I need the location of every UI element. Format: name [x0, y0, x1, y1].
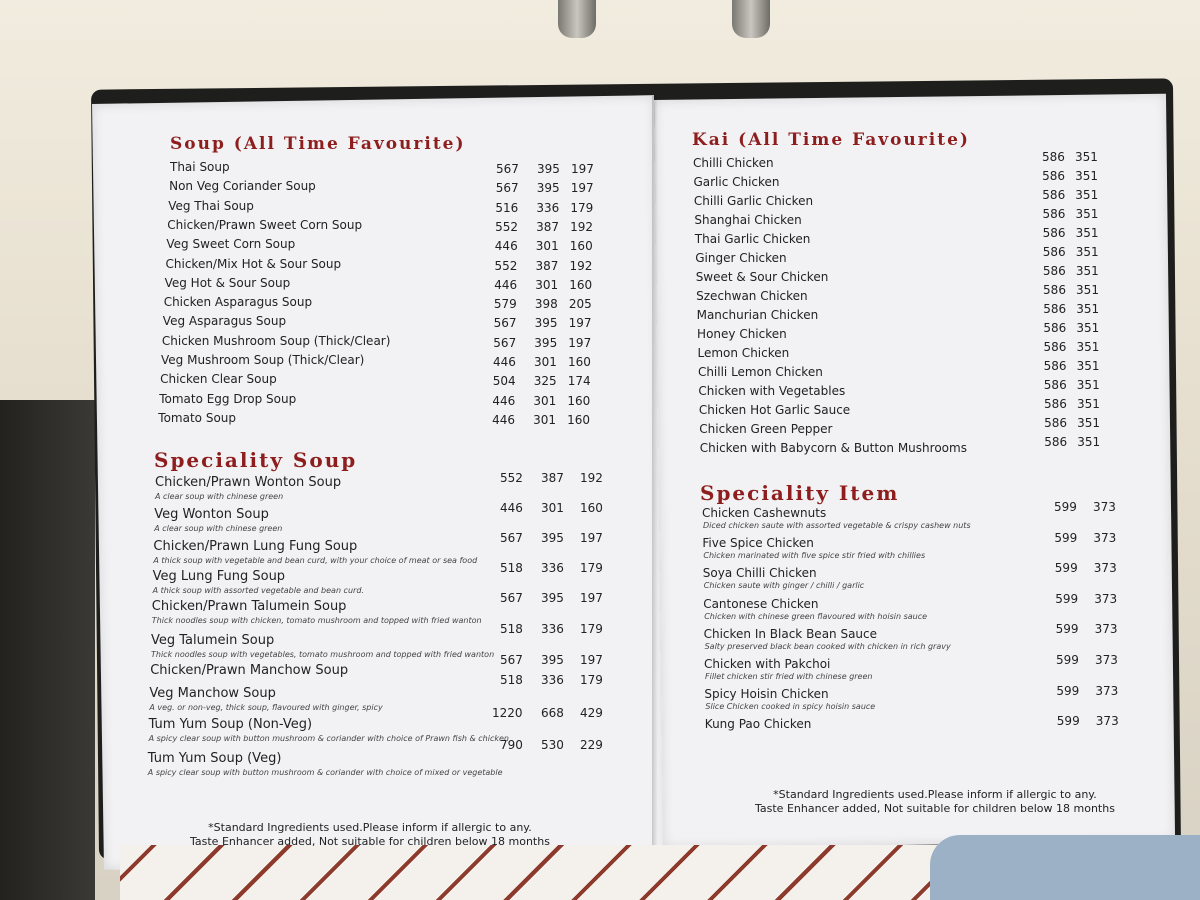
- menu-item-price: 516: [495, 200, 519, 215]
- menu-item-price: 567: [495, 181, 519, 196]
- menu-item-name: Chicken with Pakchoi: [704, 657, 831, 671]
- menu-item-description: A spicy clear soup with button mushroom & coriander with choice of mixed or vegetable: [147, 768, 503, 777]
- menu-item-price: 586: [1044, 416, 1067, 430]
- menu-item-name: Lemon Chicken: [697, 346, 790, 360]
- menu-item-price: 301: [533, 412, 556, 427]
- menu-item-name: Veg Asparagus Soup: [162, 314, 287, 329]
- menu-item-price: 518: [500, 673, 523, 687]
- menu-item-price: 599: [1055, 591, 1079, 606]
- menu-item-price: 599: [1055, 622, 1079, 637]
- menu-item-price: 586: [1042, 188, 1066, 202]
- menu-item-price: 395: [541, 653, 564, 667]
- menu-item-price: 599: [1054, 530, 1078, 545]
- menu-item-price: 395: [534, 335, 558, 350]
- menu-item-name: Chilli Lemon Chicken: [697, 365, 823, 379]
- menu-item-price: 351: [1075, 150, 1098, 164]
- menu-item-price: 579: [493, 297, 517, 312]
- footnote-line: Taste Enhancer added, Not suitable for children below 18 months: [190, 835, 550, 848]
- speciality-soup-heading: Speciality Soup: [154, 448, 358, 472]
- menu-item-price: 351: [1076, 359, 1100, 373]
- menu-item-name: Non Veg Coriander Soup: [169, 179, 316, 194]
- menu-item-price: 192: [580, 471, 603, 485]
- menu-item-price: 446: [492, 393, 516, 408]
- kai-heading: Kai (All Time Favourite): [692, 130, 970, 150]
- menu-item-price: 160: [580, 501, 603, 515]
- menu-item-description: Chicken saute with ginger / chilli / garlic: [703, 581, 865, 591]
- menu-item-name: Chicken Asparagus Soup: [163, 295, 313, 310]
- menu-item-price: 197: [568, 316, 592, 331]
- menu-item-price: 301: [534, 355, 557, 369]
- menu-item-price: 336: [536, 200, 560, 215]
- menu-item-price: 429: [580, 706, 603, 720]
- menu-item-name: Tomato Soup: [158, 410, 237, 425]
- menu-item-price: 301: [541, 501, 564, 515]
- menu-item-description: Slice Chicken cooked in spicy hoisin sauce: [705, 702, 876, 712]
- menu-item-price: 395: [541, 531, 564, 545]
- menu-item-price: 552: [500, 471, 523, 485]
- menu-item-description: Thick noodles soup with vegetables, tomato mushroom and topped with fried wanton: [151, 650, 495, 659]
- menu-item-price: 552: [495, 219, 518, 234]
- menu-item-price: 160: [567, 393, 591, 408]
- menu-item-name: Chicken In Black Bean Sauce: [703, 626, 878, 641]
- menu-item-name: Garlic Chicken: [693, 175, 780, 189]
- menu-item-name: Chicken/Prawn Manchow Soup: [150, 663, 349, 678]
- menu-item-price: 373: [1093, 500, 1116, 514]
- menu-item-price: 586: [1043, 283, 1066, 297]
- menu-item-price: 518: [500, 622, 523, 636]
- menu-item-price: 395: [534, 316, 558, 331]
- menu-item-price: 160: [568, 355, 591, 369]
- menu-item-name: Tomato Egg Drop Soup: [159, 391, 297, 406]
- footnote-line: Taste Enhancer added, Not suitable for children below 18 months: [755, 802, 1115, 815]
- menu-item-price: 336: [541, 561, 564, 575]
- menu-item-name: Thai Garlic Chicken: [694, 232, 811, 246]
- denim-fabric: [930, 835, 1200, 900]
- menu-item-price: 395: [536, 181, 560, 196]
- menu-item-price: 398: [534, 297, 558, 312]
- menu-item-price: 599: [1054, 561, 1078, 576]
- menu-item-price: 179: [580, 561, 603, 575]
- menu-item-price: 395: [537, 162, 560, 176]
- menu-item-price: 160: [569, 239, 593, 254]
- menu-item-price: 373: [1094, 622, 1118, 637]
- menu-item-price: 351: [1077, 416, 1100, 430]
- menu-item-price: 446: [500, 501, 523, 515]
- menu-item-name: Veg Thai Soup: [168, 198, 254, 213]
- menu-item-name: Manchurian Chicken: [696, 308, 819, 322]
- menu-item-name: Ginger Chicken: [695, 251, 787, 265]
- menu-item-price: 351: [1075, 207, 1099, 221]
- menu-item-price: 351: [1076, 321, 1100, 335]
- menu-item-price: 373: [1095, 714, 1119, 729]
- menu-item-price: 567: [496, 162, 519, 176]
- menu-item-name: Tum Yum Soup (Veg): [147, 751, 282, 766]
- menu-item-price: 1220: [492, 706, 523, 720]
- menu-item-name: Chicken with Vegetables: [698, 384, 846, 398]
- menu-item-price: 179: [580, 622, 603, 636]
- menu-item-price: 387: [535, 258, 559, 273]
- menu-item-name: Veg Lung Fung Soup: [152, 569, 286, 584]
- menu-item-price: 599: [1056, 653, 1079, 667]
- menu-item-price: 567: [500, 531, 523, 545]
- menu-item-price: 351: [1076, 397, 1100, 411]
- left-footnote: [190, 821, 550, 849]
- menu-item-price: 229: [580, 738, 603, 752]
- menu-item-name: Kung Pao Chicken: [704, 717, 812, 732]
- menu-item-price: 790: [500, 738, 523, 752]
- table-shadow: [0, 400, 95, 900]
- menu-item-price: 586: [1044, 435, 1068, 449]
- menu-item-name: Chicken/Prawn Lung Fung Soup: [153, 539, 358, 554]
- knife-tip: [558, 0, 596, 38]
- menu-item-price: 586: [1043, 340, 1067, 354]
- menu-item-price: 373: [1095, 683, 1119, 698]
- menu-item-price: 197: [580, 531, 603, 545]
- menu-item-name: Chicken with Babycorn & Button Mushrooms: [699, 441, 967, 455]
- menu-item-name: Shanghai Chicken: [694, 213, 802, 227]
- menu-item-price: 336: [541, 673, 564, 687]
- menu-item-price: 351: [1076, 340, 1100, 354]
- menu-item-price: 351: [1076, 283, 1099, 297]
- menu-item-price: 179: [570, 200, 594, 215]
- menu-item-name: Chicken Hot Garlic Sauce: [698, 403, 851, 417]
- menu-item-price: 552: [494, 258, 518, 273]
- menu-item-price: 504: [492, 374, 516, 389]
- menu-item-price: 373: [1094, 591, 1118, 606]
- menu-item-price: 197: [580, 591, 603, 605]
- menu-item-price: 373: [1095, 653, 1118, 667]
- menu-item-price: 160: [567, 412, 590, 427]
- menu-item-price: 373: [1093, 530, 1117, 545]
- menu-item-price: 205: [568, 297, 592, 312]
- footnote-line: *Standard Ingredients used.Please inform if allergic to any.: [208, 821, 532, 834]
- menu-item-name: Spicy Hoisin Chicken: [704, 687, 829, 702]
- right-footnote: [755, 788, 1115, 816]
- menu-item-price: 197: [570, 181, 594, 196]
- menu-fold: [652, 96, 658, 856]
- menu-item-description: Fillet chicken stir fried with chinese green: [705, 672, 873, 681]
- menu-item-description: A veg. or non-veg, thick soup, flavoured with ginger, spicy: [149, 703, 383, 712]
- fork-tip: [732, 0, 770, 38]
- menu-item-name: Honey Chicken: [697, 327, 787, 341]
- menu-item-name: Veg Mushroom Soup (Thick/Clear): [161, 353, 365, 367]
- menu-item-price: 197: [571, 162, 594, 176]
- menu-item-name: Szechwan Chicken: [696, 289, 808, 303]
- menu-item-name: Chicken/Prawn Wonton Soup: [155, 475, 342, 490]
- menu-item-price: 518: [500, 561, 523, 575]
- menu-item-name: Chicken Clear Soup: [160, 372, 277, 387]
- menu-item-name: Tum Yum Soup (Non-Veg): [148, 717, 313, 732]
- menu-item-name: Thai Soup: [170, 160, 230, 174]
- menu-item-name: Veg Manchow Soup: [149, 686, 276, 701]
- menu-item-price: 586: [1042, 245, 1066, 259]
- menu-item-name: Five Spice Chicken: [702, 536, 814, 551]
- menu-item-price: 586: [1042, 150, 1065, 164]
- menu-item-description: A clear soup with chinese green: [154, 524, 283, 533]
- menu-item-price: 668: [541, 706, 564, 720]
- menu-item-price: 192: [569, 258, 593, 273]
- menu-item-price: 446: [493, 355, 516, 369]
- menu-item-price: 599: [1056, 714, 1080, 729]
- menu-item-price: 530: [541, 738, 564, 752]
- menu-item-price: 586: [1043, 359, 1067, 373]
- menu-item-name: Chicken/Mix Hot & Sour Soup: [165, 256, 342, 271]
- menu-item-name: Chicken/Prawn Talumein Soup: [151, 599, 347, 614]
- menu-item-name: Chilli Garlic Chicken: [693, 194, 814, 208]
- menu-item-price: 586: [1042, 169, 1066, 183]
- menu-item-price: 387: [536, 219, 559, 234]
- menu-item-name: Cantonese Chicken: [703, 596, 819, 611]
- menu-item-price: 192: [570, 219, 593, 234]
- menu-item-price: 301: [535, 277, 559, 292]
- menu-item-name: Veg Hot & Sour Soup: [164, 275, 291, 290]
- menu-item-price: 387: [541, 471, 564, 485]
- menu-item-price: 586: [1043, 302, 1067, 316]
- menu-item-name: Veg Wonton Soup: [154, 507, 269, 522]
- menu-item-price: 567: [500, 653, 523, 667]
- menu-item-description: A thick soup with assorted vegetable and bean curd.: [152, 586, 364, 595]
- menu-item-price: 599: [1056, 683, 1080, 698]
- menu-item-description: Thick noodles soup with chicken, tomato mushroom and topped with fried wanton: [151, 616, 482, 625]
- menu-item-description: Chicken marinated with five spice stir fried with chillies: [703, 551, 926, 561]
- menu-item-price: 586: [1043, 378, 1067, 392]
- menu-item-name: Chilli Chicken: [693, 156, 774, 170]
- menu-item-price: 351: [1076, 378, 1100, 392]
- menu-item-price: 446: [492, 412, 515, 427]
- menu-item-name: Chicken Green Pepper: [699, 422, 833, 436]
- menu-item-price: 351: [1075, 188, 1099, 202]
- menu-item-price: 197: [580, 653, 603, 667]
- menu-item-price: 567: [500, 591, 523, 605]
- menu-item-price: 174: [567, 374, 591, 389]
- menu-item-price: 586: [1042, 226, 1066, 240]
- menu-item-price: 351: [1075, 264, 1099, 278]
- menu-item-description: Chicken with chinese green flavoured with hoisin sauce: [704, 611, 928, 621]
- menu-item-price: 351: [1075, 169, 1099, 183]
- menu-item-price: 599: [1054, 500, 1077, 514]
- footnote-line: *Standard Ingredients used.Please inform if allergic to any.: [773, 788, 1097, 801]
- menu-item-price: 325: [533, 374, 557, 389]
- menu-item-price: 586: [1042, 207, 1066, 221]
- menu-item-name: Sweet & Sour Chicken: [695, 270, 829, 284]
- menu-item-price: 395: [541, 591, 564, 605]
- menu-item-name: Chicken Mushroom Soup (Thick/Clear): [161, 333, 391, 348]
- menu-item-description: A thick soup with vegetable and bean curd, with your choice of meat or sea food: [153, 556, 478, 565]
- menu-item-price: 586: [1042, 264, 1066, 278]
- menu-item-description: A spicy clear soup with button mushroom & coriander with choice of Prawn fish & chicken: [148, 734, 509, 743]
- menu-item-description: Diced chicken saute with assorted vegetable & crispy cashew nuts: [703, 521, 971, 530]
- menu-item-price: 336: [541, 622, 564, 636]
- menu-item-price: 197: [568, 335, 592, 350]
- menu-item-name: Veg Sweet Corn Soup: [166, 237, 296, 252]
- menu-item-description: A clear soup with chinese green: [155, 492, 284, 501]
- menu-item-price: 160: [569, 277, 593, 292]
- menu-item-price: 446: [494, 277, 518, 292]
- menu-item-name: Soya Chilli Chicken: [702, 566, 817, 581]
- menu-item-price: 586: [1043, 397, 1067, 411]
- menu-item-price: 351: [1077, 435, 1101, 449]
- menu-item-price: 301: [535, 239, 559, 254]
- menu-item-price: 446: [494, 239, 518, 254]
- menu-item-price: 179: [580, 673, 603, 687]
- menu-item-price: 373: [1093, 561, 1117, 576]
- menu-item-price: 351: [1075, 226, 1099, 240]
- menu-item-price: 351: [1075, 245, 1099, 259]
- menu-item-price: 351: [1076, 302, 1100, 316]
- menu-item-price: 567: [493, 316, 517, 331]
- menu-item-name: Chicken Cashewnuts: [702, 506, 827, 520]
- menu-item-price: 586: [1043, 321, 1067, 335]
- menu-item-description: Salty preserved black bean cooked with chicken in rich gravy: [704, 641, 951, 651]
- menu-item-price: 301: [533, 393, 557, 408]
- soup-heading: Soup (All Time Favourite): [170, 134, 466, 154]
- menu-item-name: Veg Talumein Soup: [151, 633, 275, 648]
- menu-item-price: 567: [493, 335, 517, 350]
- speciality-item-heading: Speciality Item: [700, 481, 900, 505]
- menu-item-name: Chicken/Prawn Sweet Corn Soup: [167, 217, 363, 232]
